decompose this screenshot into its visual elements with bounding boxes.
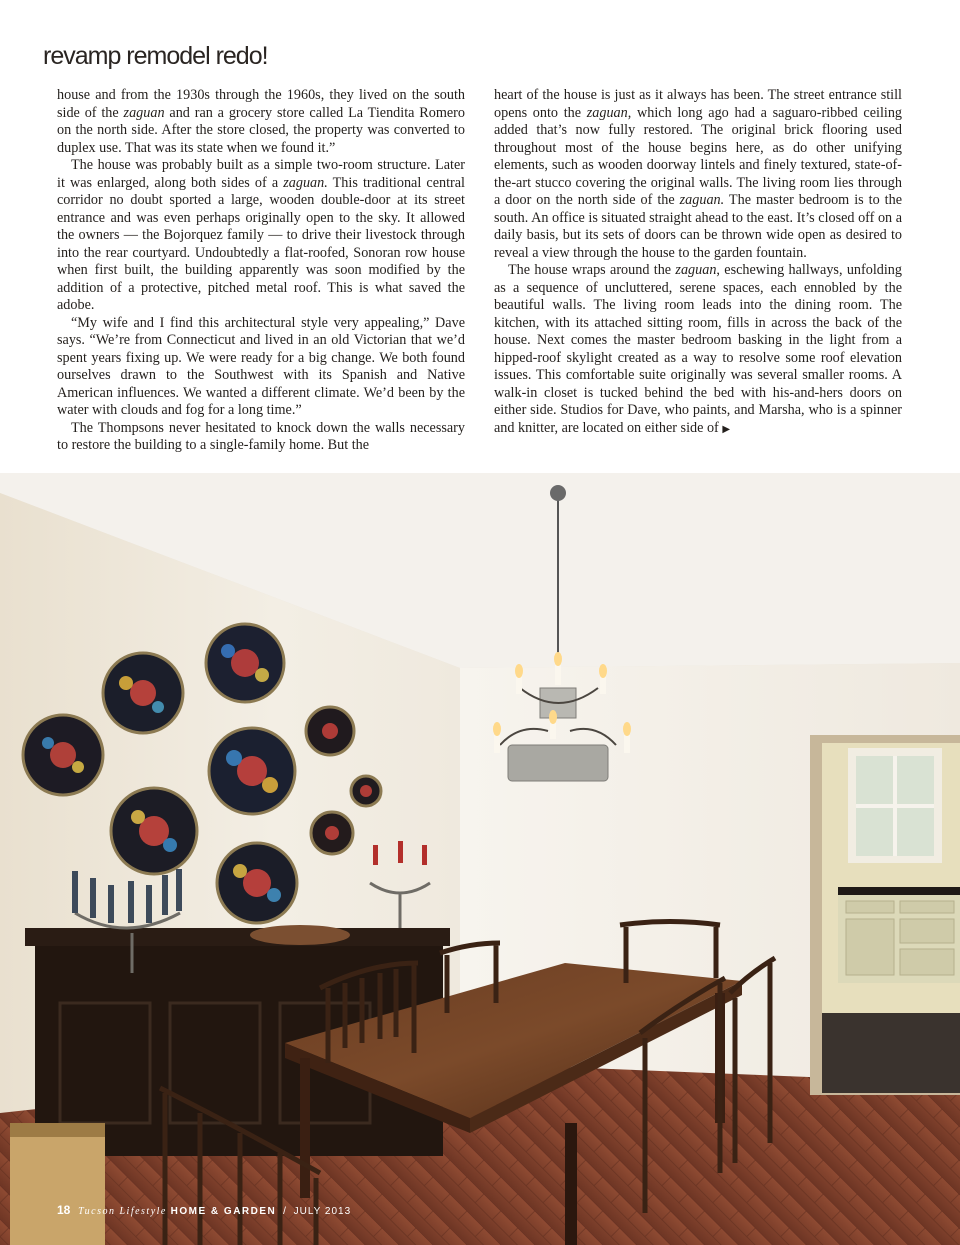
paragraph: The house was probably built as a simple two-room structure. Later it was enlarged, along both sides of a zaguan. This traditional central corridor no doubt sported a large, wooden double-door at its street entrance and was even perhaps originally open to the sky. It allowed the owners — the Bojorquez family — to drive their livestock through into the rear courtyard. Undoubtedly a flat-roofed, Sonoran row house when first built, the building apparently was soon modified by the addition of a protective, pitched metal roof. This is what saved the adobe. xyxy=(57,157,465,313)
magazine-name: Tucson Lifestyle xyxy=(78,1206,167,1217)
dining-room-photo xyxy=(0,473,960,1245)
paragraph: house and from the 1930s through the 1960s, they lived on the south side of the zaguan and ran a grocery store called La Tiendita Romero on the north side. After the store closed, the property was converted to duplex use. That was its state when we found it.” xyxy=(57,87,465,156)
paragraph: “My wife and I find this architectural style very appealing,” Dave says. “We’re from Connecticut and lived in an old Victorian that we’d spent years fixing up. We were ready for a big change. We both found ourselves drawn to the Southwest with its Spanish and Native American influences. We wanted a different climate. We’d been by the water with clouds and fog for a long time.” xyxy=(57,314,465,418)
article-column-left xyxy=(57,87,465,455)
footer-separator: / xyxy=(283,1206,287,1217)
magazine-section: HOME & GARDEN xyxy=(170,1206,277,1217)
article-column-right xyxy=(494,87,902,438)
page-footer xyxy=(57,1203,351,1217)
continue-arrow-icon: ▶ xyxy=(722,423,731,435)
page-number: 18 xyxy=(57,1203,71,1217)
issue-date: JULY 2013 xyxy=(293,1206,352,1217)
section-title: revamp remodel redo! xyxy=(43,42,268,70)
paragraph: The Thompsons never hesitated to knock down the walls necessary to restore the building to a single-family home. But the xyxy=(57,419,465,453)
paragraph: The house wraps around the zaguan, eschewing hallways, unfolding as a sequence of uncluttered, serene spaces, each ennobled by the beautiful walls. The living room leads into the dining room. The kitchen, with its attached sitting room, fills in across the back of the house. Next comes the master bedroom basking in the light from a hipped-roof skylight created as a way to resolve some roof elevation issues. This comfortable suite originally was several smaller rooms. A walk-in closet is tucked behind the bed with his-and-hers doors on either side. Studios for Dave, who paints, and Marsha, who is a spinner and knitter, are located on either side of ▶ xyxy=(494,262,902,436)
paragraph: heart of the house is just as it always has been. The street entrance still opens onto the zaguan, which long ago had a saguaro-ribbed ceiling added that’s now fully restored. The original brick flooring used throughout most of the house begins here, as do other unifying elements, such as wooden doorway lintels and finely textured, state-of-the-art stucco covering the original walls. The living room lies through a door on the north side of the zaguan. The master bedroom is to the south. An office is situated straight ahead to the east. It’s closed off on a daily basis, but its sets of doors can be thrown wide open as desired to reveal a view through the house to the garden fountain. xyxy=(494,87,903,261)
